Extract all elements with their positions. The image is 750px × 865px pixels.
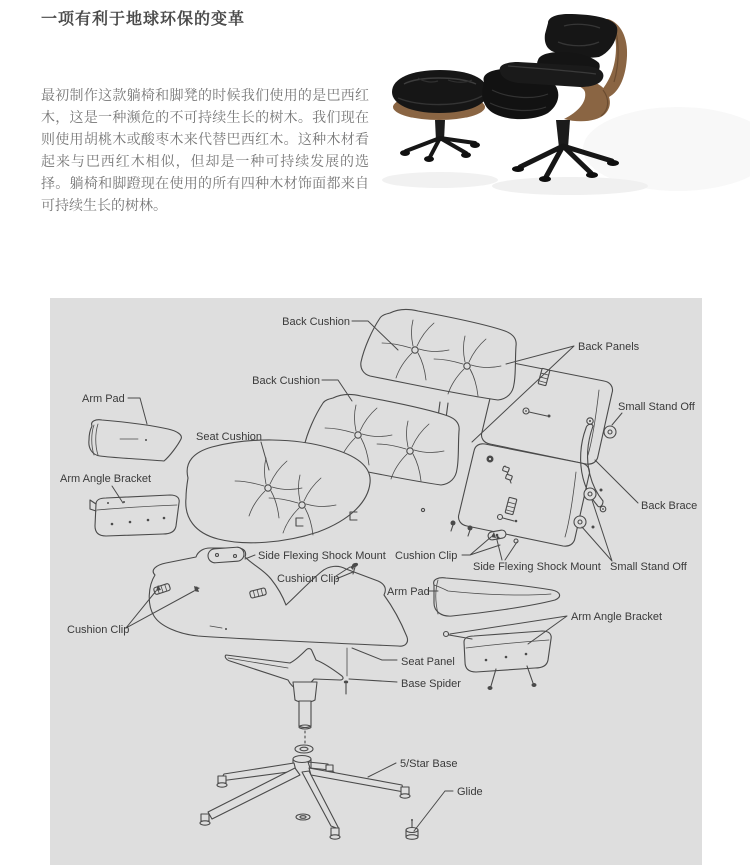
arm-pad-left-drawing (89, 420, 182, 461)
label-base-spider: Base Spider (401, 678, 461, 690)
label-cushion-clip-left: Cushion Clip (67, 624, 130, 636)
label-small-stand-off-upper: Small Stand Off (618, 401, 695, 413)
label-back-panels: Back Panels (578, 341, 640, 353)
label-cushion-clip-center: Cushion Clip (277, 573, 340, 585)
label-side-flexing-shock-mount-right: Side Flexing Shock Mount (473, 561, 601, 573)
label-cushion-clip-right: Cushion Clip (395, 550, 458, 562)
label-back-cushion-top: Back Cushion (282, 316, 350, 328)
label-arm-angle-bracket-left: Arm Angle Bracket (60, 473, 152, 485)
intro-paragraph: 最初制作这款躺椅和脚凳的时候我们使用的是巴西红木，这是一种濒危的不可持续生长的树木。我们现在则使用胡桃木或酸枣木来代替巴西红木。这种木材看起来与巴西红木相似，但却是一种可持续发展的选择。躺椅和脚蹬现在使用的所有四种木材饰面都来自可持续生长的树林。 (41, 87, 369, 213)
product-photo (378, 14, 750, 220)
label-small-stand-off-lower: Small Stand Off (610, 561, 687, 573)
label-back-cushion-lower: Back Cushion (252, 375, 320, 387)
exploded-diagram (50, 298, 702, 865)
label-seat-panel: Seat Panel (401, 656, 455, 668)
label-five-star-base: 5/Star Base (400, 758, 458, 770)
glide-drawing (406, 819, 418, 839)
back-cushion-top-drawing (361, 309, 516, 400)
base-spider-drawing (225, 648, 348, 743)
label-back-brace: Back Brace (641, 500, 698, 512)
arm-pad-right-drawing (434, 578, 560, 616)
arm-angle-bracket-left-drawing (90, 495, 179, 536)
label-glide: Glide (457, 786, 483, 798)
label-seat-cushion: Seat Cushion (196, 431, 263, 443)
ottoman-illustration (382, 70, 498, 188)
label-arm-angle-bracket-right: Arm Angle Bracket (571, 611, 663, 623)
label-side-flexing-shock-mount-left: Side Flexing Shock Mount (258, 550, 386, 562)
label-arm-pad-left: Arm Pad (82, 393, 125, 405)
label-arm-pad-right: Arm Pad (387, 586, 430, 598)
seat-cushion-drawing (186, 440, 370, 543)
five-star-base-drawing (200, 745, 410, 839)
exploded-diagram-panel (50, 298, 702, 865)
page-title: 一项有利于地球环保的变革 (41, 11, 246, 28)
lounge-chair-photo (378, 14, 750, 220)
